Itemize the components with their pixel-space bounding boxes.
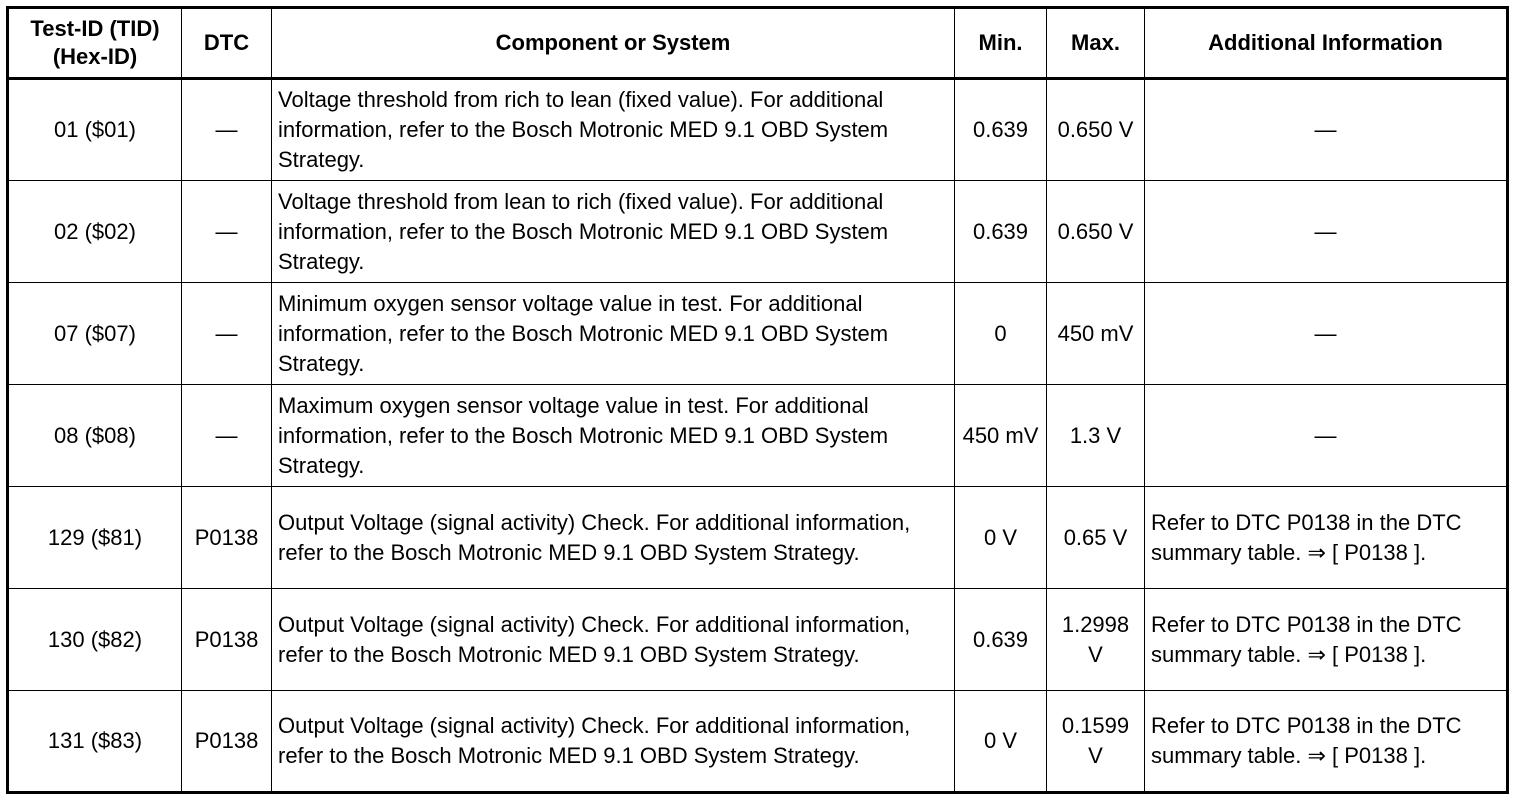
cell-additional-info: — bbox=[1145, 385, 1508, 487]
header-component: Component or System bbox=[272, 8, 955, 79]
table-row bbox=[8, 79, 1508, 181]
cell-dtc: P0138 bbox=[182, 691, 272, 793]
cell-additional-info: — bbox=[1145, 181, 1508, 283]
cell-test-id: 01 ($01) bbox=[8, 79, 182, 181]
cell-min: 0.639 bbox=[955, 589, 1047, 691]
cell-dtc: P0138 bbox=[182, 487, 272, 589]
header-min: Min. bbox=[955, 8, 1047, 79]
cell-min: 0.639 bbox=[955, 181, 1047, 283]
cell-additional-info: Refer to DTC P0138 in the DTC summary table. ⇒ [ P0138 ]. bbox=[1145, 487, 1508, 589]
cell-component: Voltage threshold from rich to lean (fixed value). For additional information, refer to the Bosch Motronic MED 9.1 OBD System Strategy. bbox=[272, 79, 955, 181]
header-dtc: DTC bbox=[182, 8, 272, 79]
cell-additional-info: — bbox=[1145, 283, 1508, 385]
cell-test-id: 07 ($07) bbox=[8, 283, 182, 385]
cell-additional-info: — bbox=[1145, 79, 1508, 181]
cell-test-id: 131 ($83) bbox=[8, 691, 182, 793]
cell-max: 1.2998 V bbox=[1047, 589, 1145, 691]
cell-dtc: — bbox=[182, 385, 272, 487]
cell-component: Output Voltage (signal activity) Check. For additional information, refer to the Bosch Motronic MED 9.1 OBD System Strategy. bbox=[272, 589, 955, 691]
cell-additional-info: Refer to DTC P0138 in the DTC summary table. ⇒ [ P0138 ]. bbox=[1145, 691, 1508, 793]
header-test-id: Test-ID (TID) (Hex-ID) bbox=[8, 8, 182, 79]
cell-component: Output Voltage (signal activity) Check. For additional information, refer to the Bosch Motronic MED 9.1 OBD System Strategy. bbox=[272, 487, 955, 589]
table-row bbox=[8, 487, 1508, 589]
cell-component: Output Voltage (signal activity) Check. For additional information, refer to the Bosch Motronic MED 9.1 OBD System Strategy. bbox=[272, 691, 955, 793]
cell-min: 0.639 bbox=[955, 79, 1047, 181]
cell-additional-info: Refer to DTC P0138 in the DTC summary table. ⇒ [ P0138 ]. bbox=[1145, 589, 1508, 691]
cell-max: 450 mV bbox=[1047, 283, 1145, 385]
test-id-table bbox=[6, 6, 1509, 794]
cell-test-id: 130 ($82) bbox=[8, 589, 182, 691]
header-max: Max. bbox=[1047, 8, 1145, 79]
cell-min: 0 V bbox=[955, 691, 1047, 793]
cell-min: 450 mV bbox=[955, 385, 1047, 487]
test-id-table-container bbox=[6, 6, 1506, 794]
cell-max: 0.65 V bbox=[1047, 487, 1145, 589]
cell-dtc: P0138 bbox=[182, 589, 272, 691]
cell-dtc: — bbox=[182, 181, 272, 283]
table-row bbox=[8, 589, 1508, 691]
cell-test-id: 02 ($02) bbox=[8, 181, 182, 283]
table-row bbox=[8, 691, 1508, 793]
cell-min: 0 bbox=[955, 283, 1047, 385]
cell-max: 1.3 V bbox=[1047, 385, 1145, 487]
table-row bbox=[8, 283, 1508, 385]
cell-test-id: 08 ($08) bbox=[8, 385, 182, 487]
cell-dtc: — bbox=[182, 79, 272, 181]
cell-test-id: 129 ($81) bbox=[8, 487, 182, 589]
cell-component: Voltage threshold from lean to rich (fixed value). For additional information, refer to the Bosch Motronic MED 9.1 OBD System Strategy. bbox=[272, 181, 955, 283]
cell-max: 0.650 V bbox=[1047, 79, 1145, 181]
cell-dtc: — bbox=[182, 283, 272, 385]
table-header-row bbox=[8, 8, 1508, 79]
cell-component: Minimum oxygen sensor voltage value in test. For additional information, refer to the Bosch Motronic MED 9.1 OBD System Strategy. bbox=[272, 283, 955, 385]
cell-min: 0 V bbox=[955, 487, 1047, 589]
header-additional-info: Additional Information bbox=[1145, 8, 1508, 79]
cell-component: Maximum oxygen sensor voltage value in test. For additional information, refer to the Bosch Motronic MED 9.1 OBD System Strategy. bbox=[272, 385, 955, 487]
cell-max: 0.650 V bbox=[1047, 181, 1145, 283]
table-row bbox=[8, 181, 1508, 283]
table-row bbox=[8, 385, 1508, 487]
cell-max: 0.1599 V bbox=[1047, 691, 1145, 793]
